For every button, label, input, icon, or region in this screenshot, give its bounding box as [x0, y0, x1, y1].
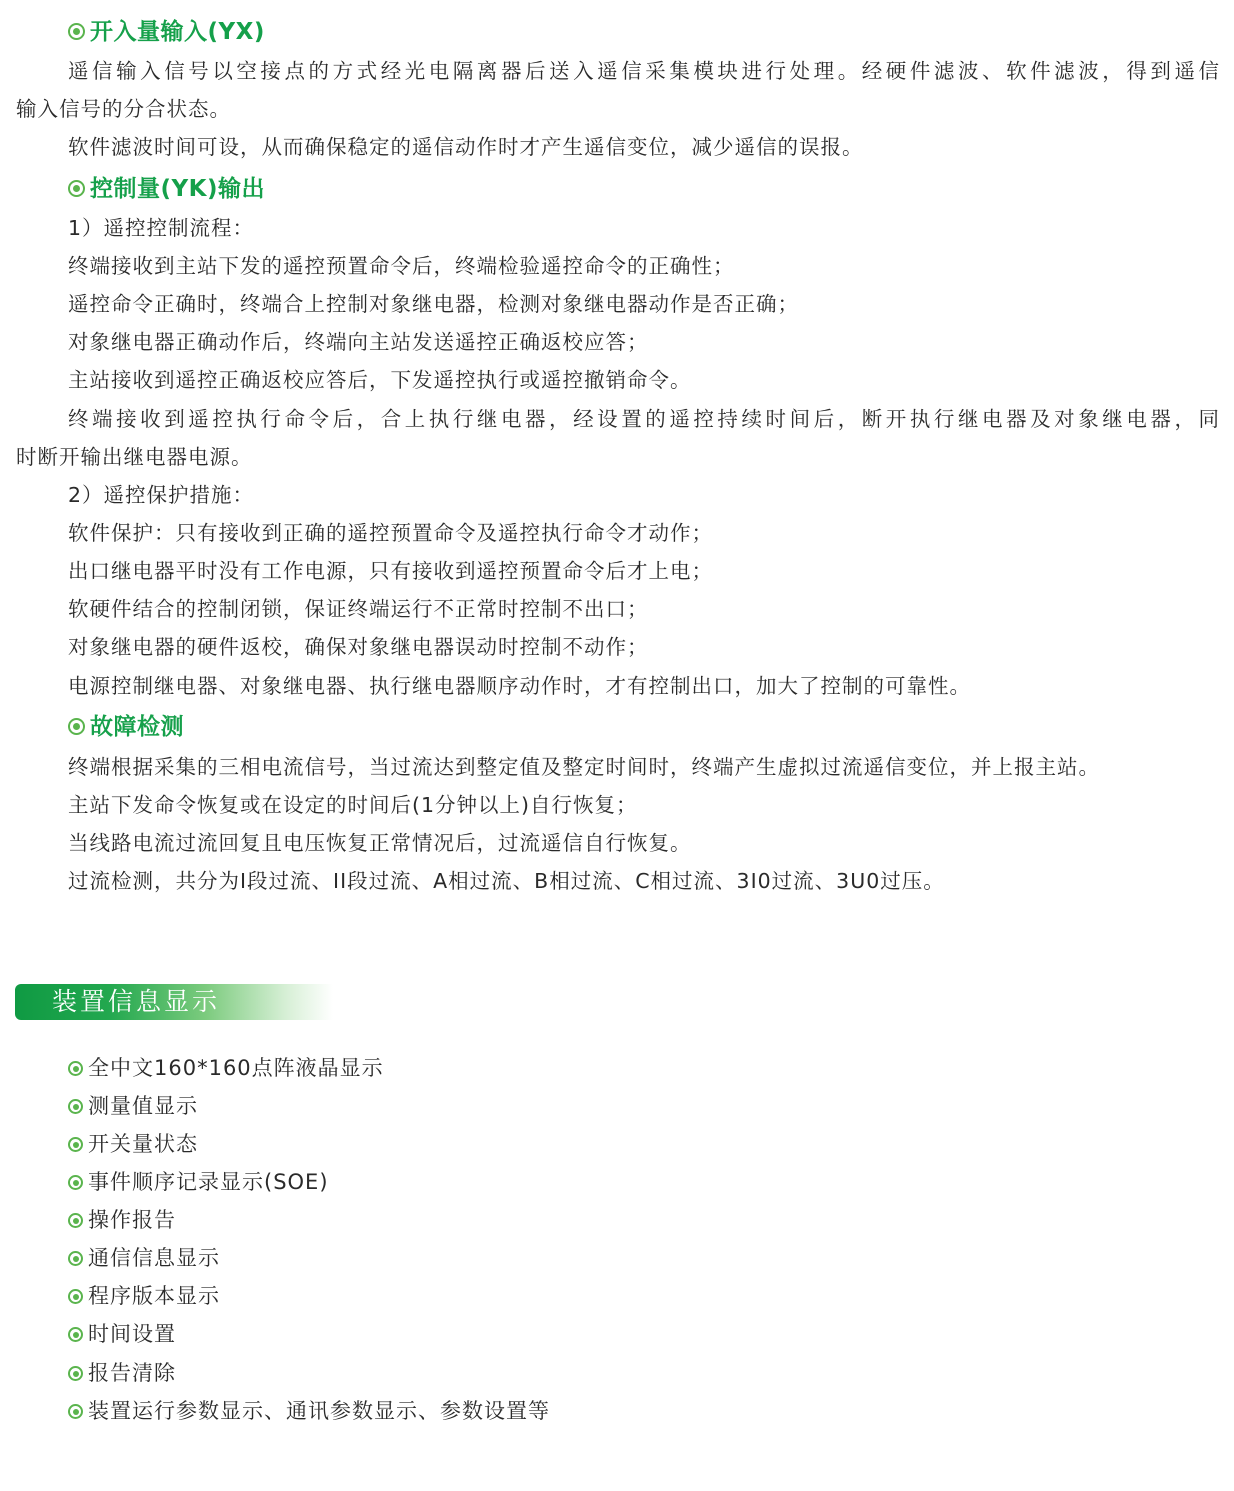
text-line: 出口继电器平时没有工作电源，只有接收到遥控预置命令后才上电；	[68, 559, 713, 583]
list-item: 操作报告	[68, 1201, 176, 1239]
text-line: 软件保护：只有接收到正确的遥控预置命令及遥控执行命令才动作；	[68, 521, 713, 545]
circle-bullet-icon	[68, 1289, 83, 1304]
text-line: 软硬件结合的控制闭锁，保证终端运行不正常时控制不出口；	[68, 597, 649, 621]
subheading-remote-protection: 2）遥控保护措施：	[68, 483, 255, 507]
text-line: 对象继电器正确动作后，终端向主站发送遥控正确返校应答；	[68, 330, 649, 354]
circle-bullet-icon	[68, 1327, 83, 1342]
circle-bullet-icon	[68, 1251, 83, 1266]
text-line: 过流检测，共分为I段过流、II段过流、A相过流、B相过流、C相过流、3I0过流、3U0过压。	[68, 869, 945, 893]
circle-bullet-icon	[68, 1099, 83, 1114]
text-line: 时断开输出继电器电源。	[16, 445, 253, 469]
paragraph-yx-2: 软件滤波时间可设，从而确保稳定的遥信动作时才产生遥信变位，减少遥信的误报。	[68, 135, 864, 159]
section-title-fault: 故障检测	[68, 708, 184, 746]
circle-bullet-icon	[68, 1213, 83, 1228]
circle-bullet-icon	[68, 1137, 83, 1152]
banner-title: 装置信息显示	[52, 987, 221, 1016]
circle-bullet-icon	[68, 1404, 83, 1419]
circle-bullet-icon	[68, 1366, 83, 1381]
list-item: 程序版本显示	[68, 1277, 220, 1315]
section-banner	[15, 984, 333, 1020]
circle-bullet-icon	[68, 180, 85, 197]
text-line: 对象继电器的硬件返校，确保对象继电器误动时控制不动作；	[68, 635, 649, 659]
subheading-remote-control-flow: 1）遥控控制流程：	[68, 216, 255, 240]
list-item: 事件顺序记录显示(SOE)	[68, 1163, 329, 1201]
list-item: 报告清除	[68, 1354, 176, 1392]
list-item: 全中文160*160点阵液晶显示	[68, 1049, 384, 1087]
circle-bullet-icon	[68, 718, 85, 735]
list-item: 开关量状态	[68, 1125, 198, 1163]
paragraph-yx-1a: 遥信输入信号以空接点的方式经光电隔离器后送入遥信采集模块进行处理。经硬件滤波、软件滤波，得到遥信	[68, 59, 1220, 83]
text-line: 终端接收到遥控执行命令后，合上执行继电器，经设置的遥控持续时间后，断开执行继电器及对象继电器，同	[68, 407, 1220, 431]
circle-bullet-icon	[68, 1061, 83, 1076]
text-line: 主站下发命令恢复或在设定的时间后(1分钟以上)自行恢复；	[68, 793, 638, 817]
section-title-yk: 控制量(YK)输出	[68, 170, 265, 208]
text-line: 终端根据采集的三相电流信号，当过流达到整定值及整定时间时，终端产生虚拟过流遥信变位，并上报主站。	[68, 755, 1100, 779]
circle-bullet-icon	[68, 23, 85, 40]
list-item: 通信信息显示	[68, 1239, 220, 1277]
text-line: 终端接收到主站下发的遥控预置命令后，终端检验遥控命令的正确性；	[68, 254, 735, 278]
list-item: 测量值显示	[68, 1087, 198, 1125]
section-title-yx: 开入量输入(YX)	[68, 13, 265, 51]
text-line: 遥控命令正确时，终端合上控制对象继电器，检测对象继电器动作是否正确；	[68, 292, 799, 316]
text-line: 当线路电流过流回复且电压恢复正常情况后，过流遥信自行恢复。	[68, 831, 692, 855]
list-item: 装置运行参数显示、通讯参数显示、参数设置等	[68, 1392, 550, 1430]
list-item: 时间设置	[68, 1315, 176, 1353]
text-line: 电源控制继电器、对象继电器、执行继电器顺序动作时，才有控制出口，加大了控制的可靠性。	[68, 674, 971, 698]
circle-bullet-icon	[68, 1175, 83, 1190]
text-line: 主站接收到遥控正确返校应答后，下发遥控执行或遥控撤销命令。	[68, 368, 692, 392]
paragraph-yx-1b: 输入信号的分合状态。	[16, 97, 231, 121]
